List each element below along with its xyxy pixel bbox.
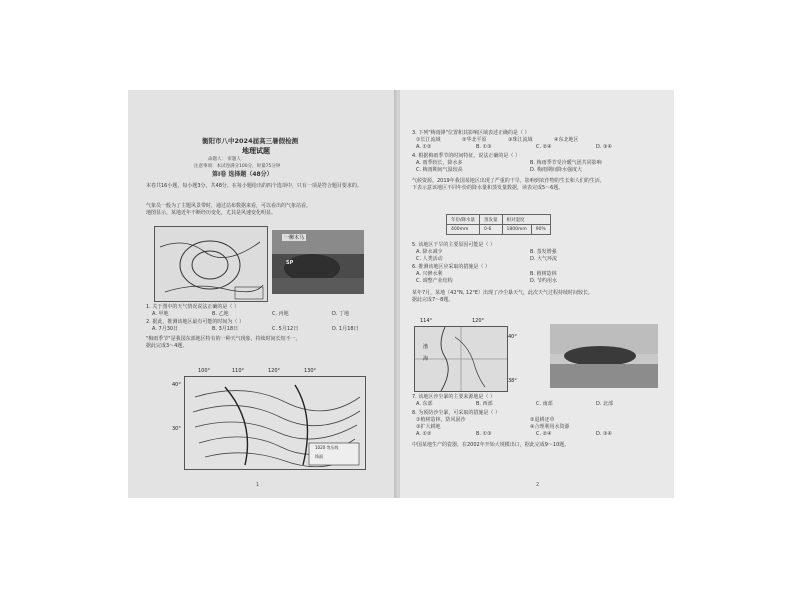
q7-option-c: C. 南部 [536, 401, 553, 407]
map-legend-front: 锋面 [315, 454, 323, 459]
table-row [447, 225, 551, 235]
question-8: 8. 为预防沙尘暴，可采取的措施是（ ） [412, 410, 500, 416]
table-header-cell: 蒸发量 [480, 215, 503, 225]
table-header-cell: 年份/降水量 [447, 215, 480, 225]
passage-5: 中国某地生产的瓷器，在2002年开始大规模出口，据此完成9～10题。 [412, 442, 570, 448]
passage-3b: 下表示意该地区不同年份的降水量和蒸发量数据，读表完成5～6题。 [412, 185, 564, 191]
passage-2b: 据此完成3～4题。 [146, 343, 188, 349]
map2-label-1: 渤 [423, 344, 429, 350]
q1-option-b: B. 乙地 [212, 311, 229, 317]
map-lon-120: 120° [268, 368, 281, 374]
photo-figure-1 [272, 230, 364, 294]
left-page [128, 90, 396, 498]
q5-option-b: B. 蒸发增强 [530, 249, 557, 255]
q8-choice-a: A. ①② [416, 431, 432, 437]
isobar-map-figure [184, 376, 366, 470]
q7-option-b: B. 西部 [476, 401, 493, 407]
map2-lon-120: 120° [472, 318, 485, 324]
q3-stmt-1: ①长江流域 [416, 137, 441, 143]
question-3: 3. 下列"梅雨锋"位置和其影响区域表述正确的是（ ） [412, 130, 530, 136]
passage-1: 气象员一般为了主题风景带时，通过站布数据来看，可以看出的气象站看。 [146, 203, 312, 209]
passage-4: 某年7月，某地（42°N, 12°E）出现了沙尘暴天气，此次天气过程持续时间较长。 [412, 290, 593, 296]
q1-option-d: D. 丁地 [332, 311, 350, 317]
q6-option-b: B. 植树造林 [530, 271, 557, 277]
q8-stmt-1: ①植树造林，防风固沙 [416, 417, 466, 423]
q1-option-a: A. 甲地 [152, 311, 169, 317]
question-6: 6. 推测该地区应采取的措施是（ ） [412, 264, 490, 270]
map-lat-40: 40° [172, 382, 181, 388]
q8-choice-b: B. ①③ [476, 431, 492, 437]
q6-option-c: C. 调整产业结构 [416, 278, 453, 284]
document-photo [128, 90, 674, 498]
coast-map-figure [414, 326, 508, 392]
q6-option-a: A. 兴修水利 [416, 271, 443, 277]
question-1: 1. 关于图中的天气情况说法正确的是（ ） [146, 304, 239, 310]
map-lon-110: 110° [232, 368, 245, 374]
q4-option-c: C. 梅雨期间气温较高 [416, 167, 463, 173]
q3-choice-d: D. ③④ [596, 144, 612, 150]
q2-option-a: A. 7月30日 [152, 326, 179, 332]
q5-option-c: C. 人类活动 [416, 256, 443, 262]
weather-map-figure [154, 226, 268, 302]
table-header-cell: 相对湿度 [502, 215, 550, 225]
q5-option-d: D. 大气环流 [530, 256, 558, 262]
map2-lon-114: 114° [420, 318, 433, 324]
q7-option-d: D. 北部 [596, 401, 614, 407]
table-cell: 90% [531, 225, 550, 235]
exam-instructions: 注意事项：本试卷满分100分，时量75分钟 [194, 164, 281, 169]
passage-1b: 地图显示，某地近年不断经历变化，尤其是风速变化明显。 [146, 210, 277, 216]
q4-option-b: B. 梅雨季节受冷暖气团共同影响 [530, 160, 602, 166]
map-lon-100: 100° [198, 368, 211, 374]
q2-option-d: D. 1月18日 [332, 326, 359, 332]
question-2: 2. 据此，推测该地区最有可能的时间为（ ） [146, 319, 244, 325]
right-page-number: 2 [536, 482, 540, 488]
map2-lat-38: 38° [508, 378, 517, 384]
q8-choice-c: C. ②④ [536, 431, 552, 437]
q5-option-a: A. 降水减少 [416, 249, 443, 255]
table-cell: 0-6 [480, 225, 503, 235]
map2-label-2: 海 [423, 356, 429, 362]
data-table [446, 214, 551, 235]
passage-4b: 据此完成7～8题。 [412, 297, 454, 303]
section-intro: 本卷共16小题，每小题3分，共48分。在每小题给出的四个选项中，只有一项是符合题目要求的。 [146, 183, 362, 189]
q3-choice-c: C. ②④ [536, 144, 552, 150]
exam-title: 地理试题 [242, 147, 270, 155]
question-4: 4. 根据梅雨季节的时间特征，说法正确的是（ ） [412, 153, 520, 159]
question-5: 5. 该地区干旱的主要原因可能是（ ） [412, 242, 495, 248]
q2-option-c: C. 5月12日 [272, 326, 299, 332]
q6-option-d: D. 节约用水 [530, 278, 558, 284]
map2-lat-40: 40° [508, 334, 517, 340]
right-page [400, 90, 674, 498]
passage-3: 气候资源。2019年我国某地区出现了严重的干旱，影响到农作物的生长和人们的生活。 [412, 178, 605, 184]
q3-stmt-2: ②华北平原 [462, 137, 487, 143]
q4-option-a: A. 雨季较长，降水多 [416, 160, 463, 166]
exam-header: 衡阳市八中2024届高三暑假检测 [202, 137, 299, 145]
passage-2: "梅雨季节"是我国东部地区特有的一种天气现象，持续时间长短不一。 [146, 336, 301, 342]
map-lat-30: 30° [172, 426, 181, 432]
q4-option-d: D. 梅雨期间降水强度大 [530, 167, 583, 173]
photo-figure-2-svg [550, 324, 658, 388]
q8-stmt-2: ②退耕还草 [530, 417, 555, 423]
exam-info: 命题人： 审题人： [208, 157, 246, 162]
photo-figure-2 [550, 324, 658, 388]
question-7: 7. 该地区沙尘暴的主要来源地是（ ） [412, 394, 495, 400]
left-page-number: 1 [256, 482, 260, 488]
section-heading: 第Ⅰ卷 选择题（48分） [212, 171, 273, 178]
q7-option-a: A. 东部 [416, 401, 433, 407]
map-lon-130: 130° [304, 368, 317, 374]
map-legend-isobar: 1020 等压线 [315, 445, 339, 450]
q2-option-b: B. 3月18日 [212, 326, 239, 332]
q8-stmt-3: ③扩大耕地 [416, 424, 441, 430]
q3-choice-b: B. ①③ [476, 144, 492, 150]
weather-map-svg [155, 227, 267, 301]
table-cell: 400mm [447, 225, 480, 235]
isobar-map-svg [185, 377, 365, 469]
table-header-row [447, 215, 551, 225]
q8-choice-d: D. ③④ [596, 431, 612, 437]
photo-tag: SP [286, 260, 294, 266]
q3-stmt-3: ③珠江流域 [508, 137, 533, 143]
q8-stmt-4: ④合理利用水资源 [530, 424, 570, 430]
q3-stmt-4: ④东北地区 [554, 137, 579, 143]
coast-map-svg [415, 327, 507, 391]
q3-choice-a: A. ①② [416, 144, 432, 150]
table-cell: 1800mm [502, 225, 531, 235]
photo-caption: 一柳木马 [284, 235, 305, 241]
q1-option-c: C. 丙地 [272, 311, 289, 317]
